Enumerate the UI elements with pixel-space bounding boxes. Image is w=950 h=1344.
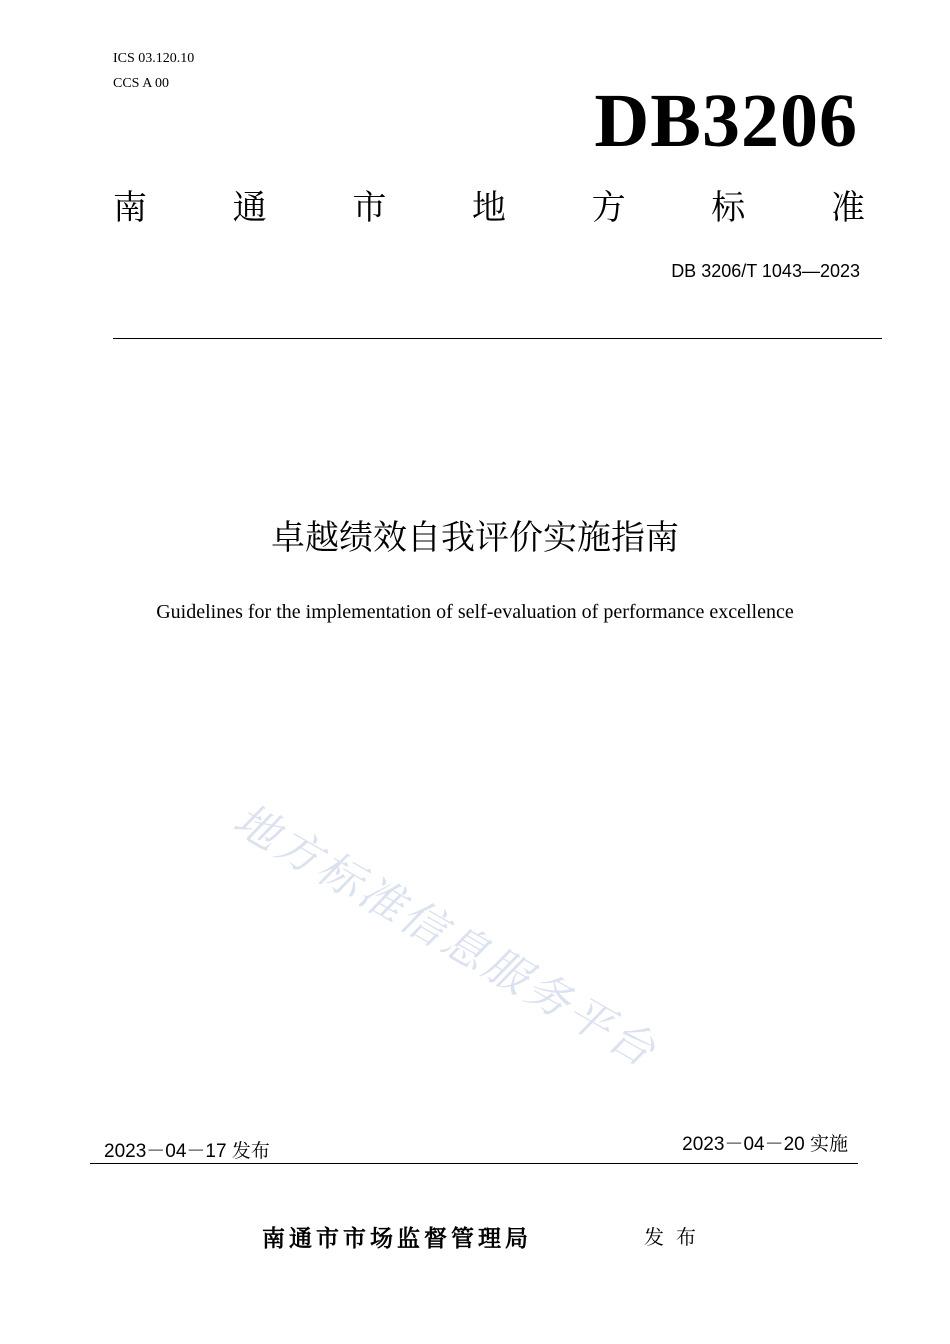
top-divider <box>113 338 882 339</box>
publisher-name: 南通市市场监督管理局 <box>262 1226 532 1252</box>
standard-type-char: 方 <box>591 188 626 228</box>
bottom-divider <box>90 1163 858 1164</box>
ccs-code: CCS A 00 <box>113 76 170 91</box>
issue-date: 2023－04－17 发布 <box>104 1141 270 1162</box>
standard-type-char: 市 <box>352 188 387 228</box>
document-title-english: Guidelines for the implementation of self-evaluation of performance excellence <box>156 601 794 623</box>
effective-date: 2023－04－20 实施 <box>682 1134 848 1155</box>
standard-code: DB3206 <box>594 79 858 163</box>
publish-label: 发布 <box>644 1225 708 1249</box>
ics-code: ICS 03.120.10 <box>113 51 195 66</box>
standard-number: DB 3206/T 1043—2023 <box>671 261 860 281</box>
standard-type-char: 准 <box>830 188 865 228</box>
watermark: 地方标准信息服务平台 <box>225 794 667 1079</box>
standard-type <box>113 186 865 230</box>
standard-type-char: 标 <box>711 188 746 228</box>
standard-type-char: 通 <box>232 188 267 228</box>
standard-type-char: 南 <box>113 188 147 228</box>
standard-type-char: 地 <box>471 188 506 228</box>
document-title-chinese: 卓越绩效自我评价实施指南 <box>271 518 679 558</box>
